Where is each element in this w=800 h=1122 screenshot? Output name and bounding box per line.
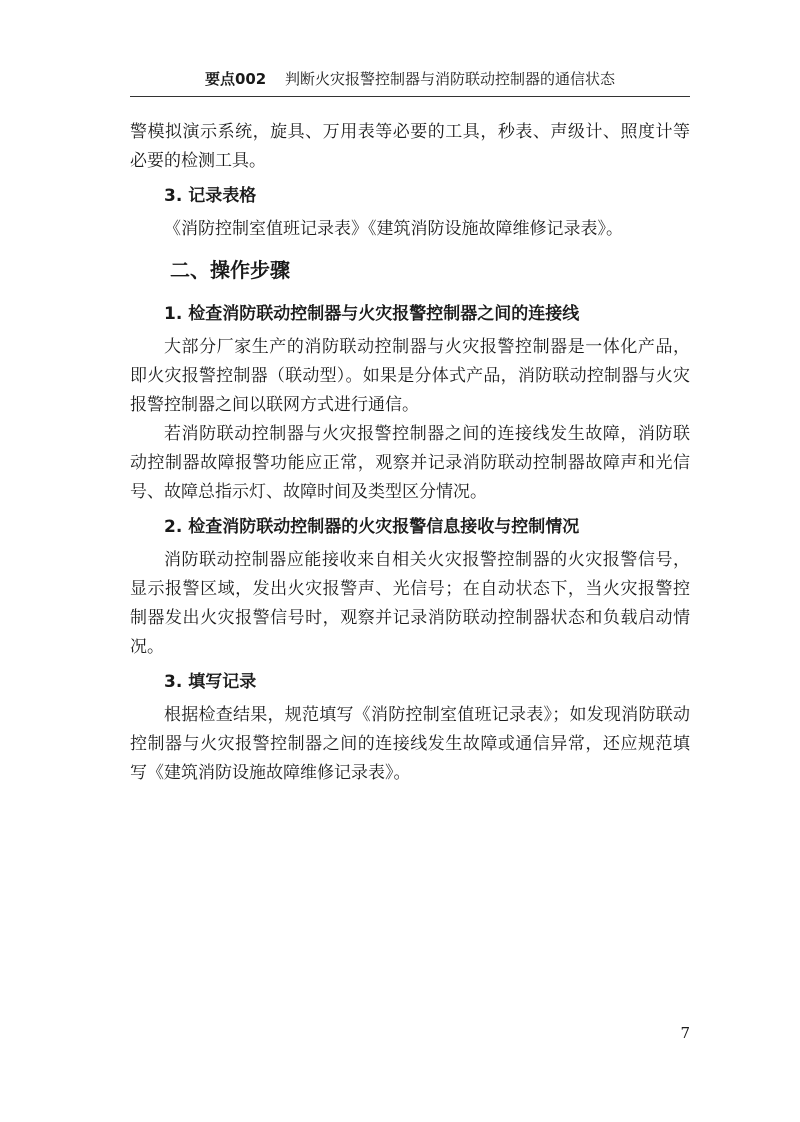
page-number: 7 bbox=[680, 1024, 690, 1042]
subheading-check-alarm-receive bbox=[130, 513, 690, 542]
paragraph-fill-records: 根据检查结果，规范填写《消防控制室值班记录表》；如发现消防联动控制器与火灾报警控制器之间的连接线发生故障或通信异常，还应规范填写《建筑消防设施故障维修记录表》。 bbox=[130, 705, 690, 783]
paragraph-record-forms: 《消防控制室值班记录表》《建筑消防设施故障维修记录表》。 bbox=[164, 219, 623, 239]
subheading-record-forms bbox=[130, 182, 690, 211]
subheading-text: 填写记录 bbox=[188, 672, 257, 692]
subheading-text: 记录表格 bbox=[188, 186, 257, 206]
header-title: 判断火灾报警控制器与消防联动控制器的通信状态 bbox=[285, 70, 616, 88]
subheading-number: 2. bbox=[164, 517, 183, 537]
paragraph-integrated-product: 大部分厂家生产的消防联动控制器与火灾报警控制器是一体化产品，即火灾报警控制器（联动型）。如果是分体式产品，消防联动控制器与火灾报警控制器之间以联网方式进行通信。 bbox=[130, 337, 690, 415]
paragraph-connection-fault: 若消防联动控制器与火灾报警控制器之间的连接线发生故障，消防联动控制器故障报警功能应正常，观察并记录消防联动控制器故障声和光信号、故障总指示灯、故障时间及类型区分情况。 bbox=[130, 424, 690, 502]
subheading-fill-records bbox=[130, 668, 690, 697]
running-header bbox=[130, 62, 690, 97]
paragraph-alarm-receive: 消防联动控制器应能接收来自相关火灾报警控制器的火灾报警信号，显示报警区域，发出火灾报警声、光信号；在自动状态下，当火灾报警控制器发出火灾报警信号时，观察并记录消防联动控制器状态和负载启动情况。 bbox=[130, 550, 690, 657]
page-body bbox=[130, 118, 690, 788]
subheading-number: 1. bbox=[164, 304, 183, 324]
paragraph-tools-continued: 警模拟演示系统，旋具、万用表等必要的工具，秒表、声级计、照度计等必要的检测工具。 bbox=[130, 122, 690, 171]
header-tag: 要点002 bbox=[204, 70, 267, 88]
subheading-text: 检查消防联动控制器的火灾报警信息接收与控制情况 bbox=[188, 517, 580, 537]
subheading-text: 检查消防联动控制器与火灾报警控制器之间的连接线 bbox=[188, 304, 580, 324]
subheading-number: 3. bbox=[164, 186, 183, 206]
section-heading-procedure: 二、操作步骤 bbox=[170, 258, 290, 282]
subheading-number: 3. bbox=[164, 672, 183, 692]
subheading-check-connection bbox=[130, 300, 690, 329]
